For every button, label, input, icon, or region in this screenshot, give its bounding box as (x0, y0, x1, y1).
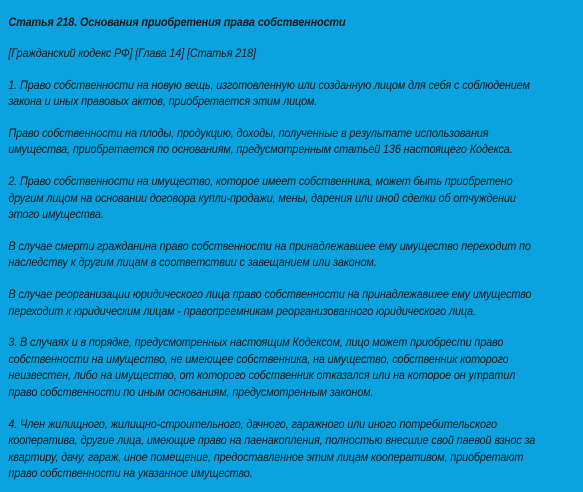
paragraph-7 (8, 417, 571, 483)
paragraph-line: другим лицом на основании договора купли-продажи, мены, дарения или иной сделки об отчуждении (8, 191, 516, 205)
paragraph-line: кооператива, другие лица, имеющие право на паенакопления, полностью внесшие свой паевой взнос за (8, 434, 536, 448)
legal-reference: [Гражданский кодекс РФ] [Глава 14] [Статья 218] (8, 47, 256, 60)
paragraph-line: имущества, приобретается по основаниям, предусмотренным статьей 136 настоящего Кодекса. (8, 143, 513, 157)
paragraph-line: право собственности по иным основаниям, предусмотренным законом. (8, 385, 374, 399)
paragraph-line: собственности на имущество, не имеющее собственника, на имущество, собственник которого (8, 352, 509, 366)
paragraph-line: В случае реорганизации юридического лица право собственности на принадлежавшее ему имущество (8, 287, 532, 301)
paragraph-3 (8, 174, 571, 224)
paragraph-line: 4. Член жилищного, жилищно-строительного, дачного, гаражного или иного потребительского (8, 417, 497, 431)
paragraph-6 (8, 335, 571, 401)
paragraph-line: переходит к юридическим лицам - правопреемникам реорганизованного юридического лица. (8, 304, 476, 318)
paragraph-4 (8, 239, 571, 272)
paragraph-2 (8, 126, 571, 159)
article-title: Статья 218. Основания приобретения права собственности (8, 16, 346, 29)
paragraph-1 (8, 78, 571, 111)
paragraph-line: право собственности на указанное имущество. (8, 467, 253, 481)
paragraph-5 (8, 287, 571, 320)
paragraph-line: В случае смерти гражданина право собственности на принадлежавшее ему имущество переходит по (8, 239, 531, 253)
paragraph-line: 1. Право собственности на новую вещь, изготовленную или созданную лицом для себя с соблюдением (8, 78, 530, 92)
paragraph-line: наследству к другим лицам в соответствии с завещанием или законом. (8, 256, 377, 270)
paragraph-line: 2. Право собственности на имущество, которое имеет собственника, может быть приобретено (8, 174, 513, 188)
paragraph-line: неизвестен, либо на имущество, от которого собственник отказался или на которое он утратил (8, 369, 516, 383)
paragraph-line: 3. В случаях и в порядке, предусмотренных настоящим Кодексом, лицо может приобрести право (8, 336, 504, 350)
paragraph-line: квартиру, дачу, гараж, иное помещение, предоставленное этим лицам кооперативом, приобретают (8, 450, 524, 464)
paragraph-line: закона и иных правовых актов, приобретается этим лицом. (8, 95, 318, 109)
paragraph-line: этого имущества. (8, 208, 104, 222)
paragraph-line: Право собственности на плоды, продукцию, доходы, полученные в результате использования (8, 126, 489, 140)
